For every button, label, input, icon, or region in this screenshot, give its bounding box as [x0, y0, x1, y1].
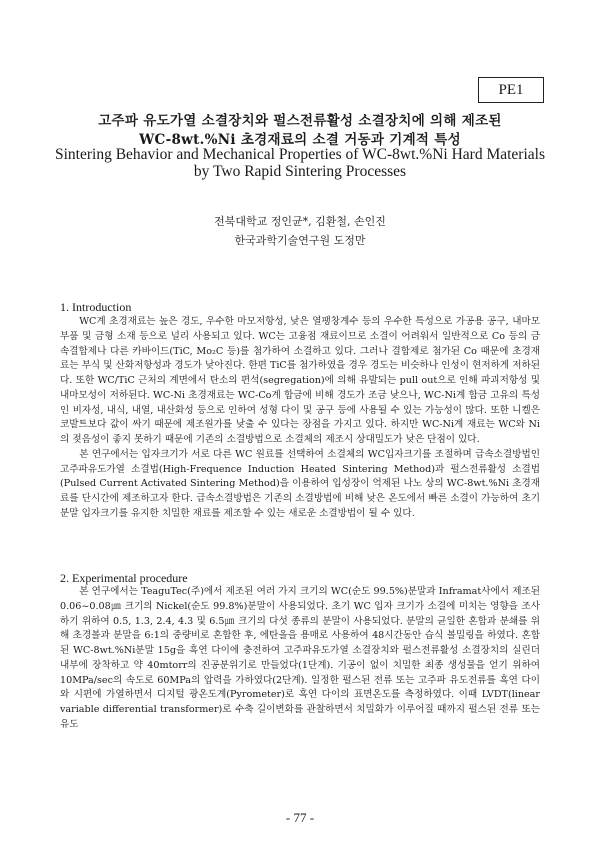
paper-code-box: PE1 — [478, 77, 544, 103]
experimental-body — [60, 585, 540, 733]
korean-title-line-1: 고주파 유도가열 소결장치와 펄스전류활성 소결장치에 의해 제조된 — [98, 113, 502, 129]
experimental-paragraph-1: 본 연구에서는 TeaguTec(주)에서 제조된 여러 가지 크기의 WC(순도 99.5%)분말과 Inframat사에서 제조된 0.06~0.08㎛ 크기의 Nickel(순도 99.8%)분말이 사용되었다. 초기 WC 입자 크기가 소결에 미치는 영향을 조사하기 위하여 0.5, 1.3, 2.4, 4.3 및 6.5㎛ 크기의 다섯 종류의 분말이 사용되었다. 분말의 균일한 혼합과 분쇄를 위해 초경볼과 분말을 6:1의 중량비로 혼합한 후, 에탄올을 용매로 사용하여 48시간동안 습식 볼밀링을 하였다. 혼합된 WC-8wt.%Ni분말 15g을 흑연 다이에 충전하여 고주파유도가열 소결장치와 펄스전류활성 소결장치의 실린더 내부에 장착하고 약 40mtorr의 진공분위기로 만들었다(1단계). 기공이 없이 치밀한 최종 생성물을 얻기 위하여 10MPa/sec의 속도로 60MPa의 압력을 가하였다(2단계). 일정한 펄스된 전류 또는 고주파 유도전류를 흑연 다이와 시편에 가열하면서 디지털 광온도계(Pyrometer)로 흑연 다이의 표면온도를 측정하였다. 이때 LVDT(linear variable differential transformer)로 수축 길이변화를 관찰하면서 치밀화가 이루어질 때까지 펄스된 전류 또는 유도 — [60, 586, 540, 730]
section-heading-experimental: 2. Experimental procedure — [60, 571, 188, 585]
english-title-line-2: by Two Rapid Sintering Processes — [193, 163, 407, 180]
introduction-paragraph-2: 본 연구에서는 입자크기가 서로 다른 WC 원료를 선택하여 소결체의 WC입자크기를 조절하며 급속소결방법인 고주파유도가열 소결법(High-Frequence Induction Heated Sintering Method)과 펄스전류활성 소결법(Pulsed Current Activated Sintering Method)을 이용하여 입성장이 억제된 나노 상의 WC-8wt.%Ni 초경재료를 단시간에 제조하고자 한다. 급속소결방법은 기존의 소결방법에 비해 낮은 온도에서 빠른 소결이 가능하여 초기 분말 입자크기를 유지한 치밀한 재료를 제조할 수 있는 새로운 소결방법이 될 수 있다. — [60, 448, 540, 519]
introduction-body — [60, 315, 540, 522]
author-affiliation-1: 전북대학교 정인균*, 김환철, 손인진 — [214, 215, 386, 228]
introduction-paragraph-1: WC계 초경재료는 높은 경도, 우수한 마모저항성, 낮은 열팽창계수 등의 우수한 특성으로 가공용 공구, 내마모 부품 및 금형 소재 등으로 널리 사용되고 있다. WC는 고융점 재료이므로 소결이 어려워서 일반적으로 Co 등의 금속결합제나 다른 카바이드(TiC, Mo₂C 등)를 첨가하여 소결하고 있다. 그러나 결합제로 첨가된 Co 때문에 초경재료는 부식 및 산화저항성과 경도가 낮아진다. 한편 TiC를 첨가하였을 경우 경도는 비슷하나 인성이 현저하게 저하된다. 또한 WC/TiC 근처의 계면에서 탄소의 편석(segregation)에 의해 유발되는 pull out으로 인해 파괴저항성 및 내마모성이 저하된다. WC-Ni 초경재료는 WC-Co계 합금에 비해 경도가 조금 낮으나, WC-Ni계 합금 고유의 특성인 비자성, 내식, 내열, 내산화성 등으로 인하여 성형 다이 및 공구 등에 사용될 수 있는 가능성이 많다. 또한 니켈은 코발트보다 값이 싸기 때문에 제조원가를 낮출 수 있다는 장점을 가지고 있다. 하지만 WC-Ni계 재료는 WC와 Ni의 젖음성이 좋지 못하기 때문에 기존의 소결방법으로 소결체의 제조시 상대밀도가 낮은 단점이 있다. — [60, 316, 541, 445]
section-heading-introduction: 1. Introduction — [60, 300, 132, 314]
author-affiliation-2: 한국과학기술연구원 도정만 — [234, 234, 366, 247]
english-title-line-1: Sintering Behavior and Mechanical Properties of WC-8wt.%Ni Hard Materials — [55, 146, 545, 163]
korean-title-line-2: WC-8wt.%Ni 초경재료의 소결 거동과 기계적 특성 — [139, 132, 461, 148]
page-number: - 77 - — [285, 810, 315, 825]
